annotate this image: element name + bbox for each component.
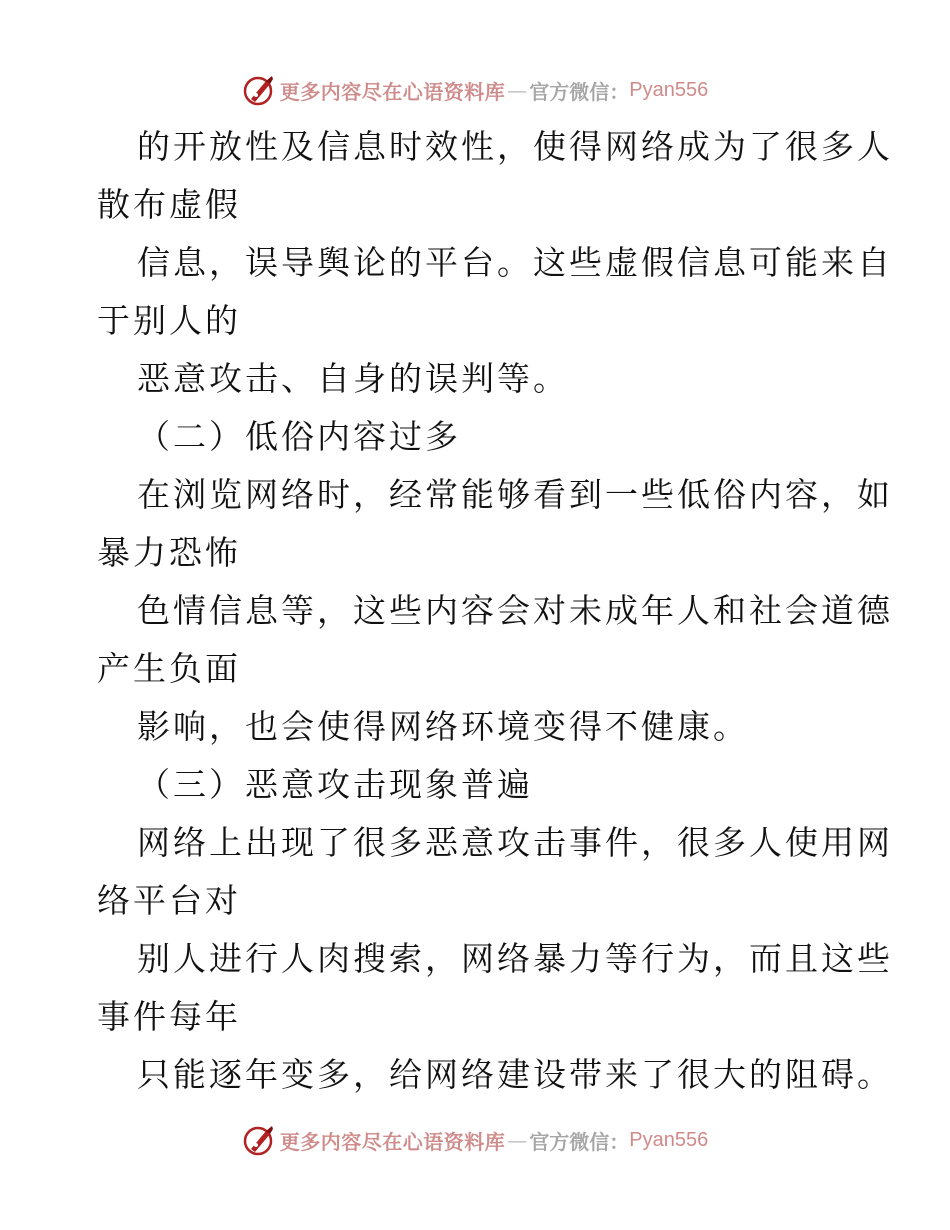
footer-brand-text: 更多内容尽在心语资料库 (279, 1129, 506, 1154)
text-line: 恶意攻击、自身的误判等。 (137, 359, 569, 398)
text-line: 色情信息等，这些内容会对未成年人和社会道德 (137, 591, 893, 630)
footer-wechat-label: 官方微信： (529, 1129, 630, 1154)
header-dash: — (507, 78, 528, 102)
footer-wechat-id: Pyan556 (629, 1128, 709, 1151)
header-banner (0, 70, 950, 110)
text-line: （三）恶意攻击现象普遍 (137, 765, 533, 804)
header-wechat-label: 官方微信： (529, 79, 630, 104)
text-line: 在浏览网络时，经常能够看到一些低俗内容，如 (137, 475, 893, 514)
text-line: 络平台对 (97, 881, 241, 920)
text-line: （二）低俗内容过多 (137, 417, 461, 456)
header-wechat-id: Pyan556 (629, 78, 709, 101)
document-body (97, 118, 893, 1104)
text-line: 于别人的 (97, 301, 241, 340)
pen-logo-icon (242, 1123, 276, 1157)
pen-logo-icon (242, 73, 276, 107)
text-line: 散布虚假 (97, 185, 241, 224)
text-line: 暴力恐怖 (97, 533, 241, 572)
footer-banner (0, 1120, 950, 1160)
text-line: 只能逐年变多，给网络建设带来了很大的阻碍。 (137, 1055, 893, 1094)
text-line: 别人进行人肉搜索，网络暴力等行为，而且这些 (137, 939, 893, 978)
text-line: 产生负面 (97, 649, 241, 688)
text-line: 的开放性及信息时效性，使得网络成为了很多人 (137, 127, 893, 166)
text-line: 影响，也会使得网络环境变得不健康。 (137, 707, 749, 746)
header-brand-text: 更多内容尽在心语资料库 (279, 79, 506, 104)
text-line: 信息，误导舆论的平台。这些虚假信息可能来自 (137, 243, 893, 282)
footer-dash: — (507, 1128, 528, 1152)
text-line: 事件每年 (97, 997, 241, 1036)
text-line: 网络上出现了很多恶意攻击事件，很多人使用网 (137, 823, 893, 862)
